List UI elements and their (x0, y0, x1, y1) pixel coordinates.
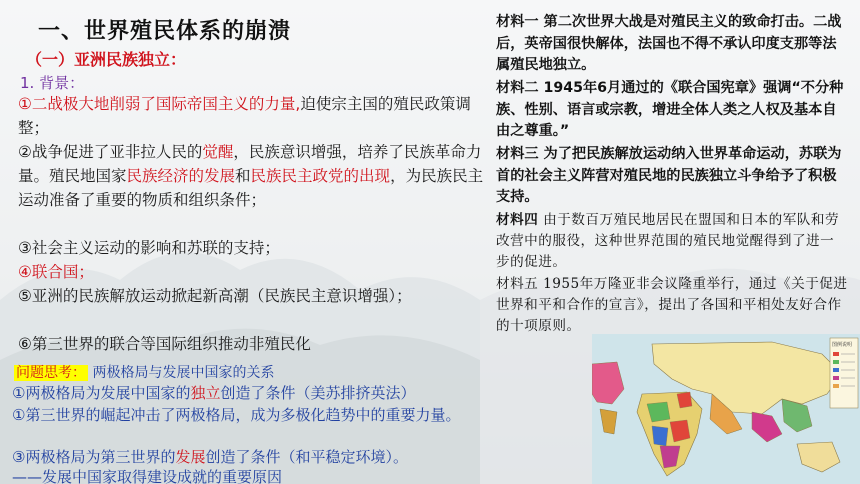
think-header (14, 362, 274, 382)
point-2-red-1: 觉醒 (202, 143, 234, 161)
think-line-3-a: ③两极格局为第三世界的 (12, 448, 176, 466)
point-1-red: ①二战极大地削弱了国际帝国主义的力量, (18, 95, 301, 113)
material-5: 材料五 1955年万隆亚非会议隆重举行，通过《关于促进世界和平和合作的宣言》，提出了各国和平相处友好合作的十项原则。 (496, 276, 848, 334)
think-line-1-red: 独立 (190, 384, 221, 402)
think-line-4: ——发展中国家取得建设成就的重要原因 (12, 468, 283, 484)
point-2-text-c: 和 (235, 167, 251, 185)
material-4 (496, 210, 848, 273)
world-map-graphic (592, 334, 860, 484)
think-tag: 问题思考： (16, 365, 86, 381)
think-line-3-red: 发展 (175, 448, 206, 466)
material-4-head: 材料四 (496, 212, 539, 228)
think-line-2: ①第三世界的崛起冲击了两极格局，成为多极化趋势中的重要力量。 (12, 406, 461, 424)
page-title: 一、世界殖民体系的崩溃 (38, 19, 292, 44)
point-2-text-b: ，民族意识增强，培养了民族革命力量。殖民地国家 (18, 143, 482, 185)
background-point-6: ⑥第三世界的联合等国际组织推动非殖民化 (18, 335, 311, 353)
material-1: 材料一 第二次世界大战是对殖民主义的致命打击。二战后，英帝国很快解体，法国也不得不承认印度支那等法属殖民地独立。 (496, 14, 842, 73)
background-point-4: ④联合国； (18, 263, 94, 281)
background-point-3: ③社会主义运动的影响和苏联的支持； (18, 239, 280, 257)
section-subtitle: （一）亚洲民族独立： (26, 50, 187, 69)
think-line-3 (12, 446, 512, 468)
point-2-text-a: ②战争促进了亚非拉人民的 (18, 143, 203, 161)
think-line-1-a: ①两极格局为发展中国家的 (12, 384, 191, 402)
background-point-5: ⑤亚洲的民族解放运动掀起新高潮（民族民主意识增强）； (18, 287, 412, 305)
think-line-1-b: 创造了条件（美苏排挤英法） (220, 384, 416, 402)
material-3: 材料三 为了把民族解放运动纳入世界革命运动，苏联为首的社会主义阵营对殖民地的民族独立斗争给予了积极支持。 (496, 146, 842, 205)
material-4-text: 由于数百万殖民地居民在盟国和日本的军队和劳改营中的服役，这种世界范围的殖民地觉醒得到了进一步的促进。 (496, 212, 840, 270)
point-2-text-d: ，为民族民主运动准备了重要的物质和组织条件； (18, 167, 484, 209)
think-line-3-b: 创造了条件（和平稳定环境）。 (205, 448, 408, 466)
background-point-1 (18, 92, 488, 140)
map-legend-title: 图例说明 (832, 342, 853, 348)
think-topic: 两极格局与发展中国家的关系 (92, 365, 275, 381)
point-1-rest: 迫使宗主国的殖民政策调整； (18, 95, 471, 137)
material-2: 材料二 1945年6月通过的《联合国宪章》强调“不分种族、性别、语言或宗教，增进全体人类之人权及基本自由之尊重。” (496, 80, 844, 139)
point-2-red-3: 民族民主政党的出现 (250, 167, 391, 185)
world-map-image (592, 334, 860, 484)
point-2-red-2: 民族经济的发展 (126, 167, 236, 185)
background-point-2 (18, 140, 488, 212)
think-line-1 (12, 382, 512, 404)
background-label: 1. 背景： (20, 74, 85, 92)
